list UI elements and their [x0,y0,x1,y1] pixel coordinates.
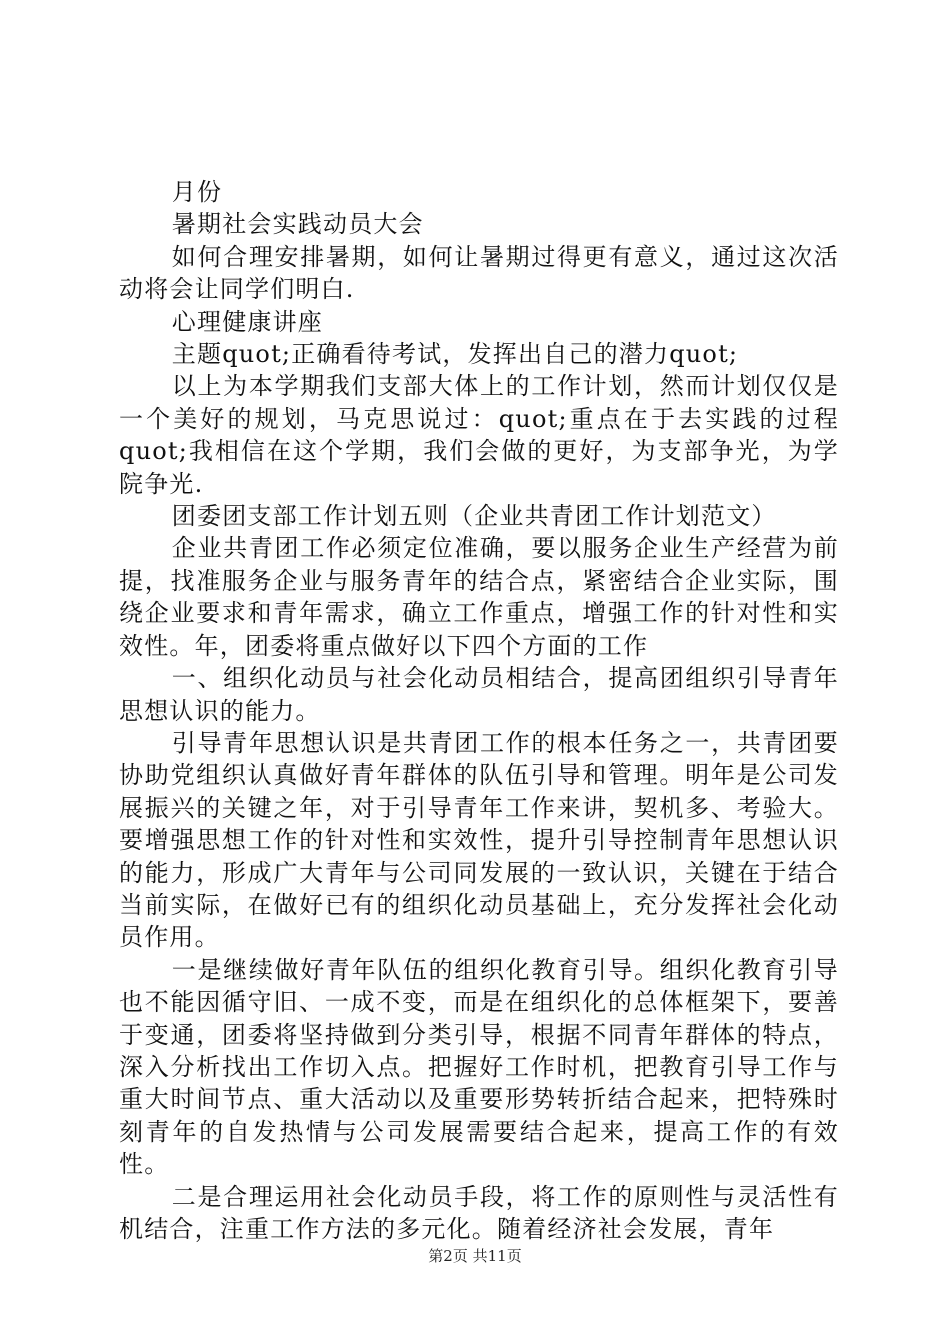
paragraph: 主题quot;正确看待考试，发挥出自己的潜力quot; [171,340,739,369]
paragraph: 二是合理运用社会化动员手段，将工作的原则性与灵活性有机结合，注重工作方法的多元化。随着经济社会发展，青年 [119,1182,839,1243]
paragraph: 一、组织化动员与社会化动员相结合，提高团组织引导青年思想认识的能力。 [119,664,839,725]
section-title: 团委团支部工作计划五则（企业共青团工作计划范文） [171,502,777,531]
paragraph: 暑期社会实践动员大会 [171,210,424,239]
paragraph: 以上为本学期我们支部大体上的工作计划，然而计划仅仅是一个美好的规划，马克思说过：quot;重点在于去实践的过程quot;我相信在这个学期，我们会做的更好，为支部争光，为学院争光. [119,372,839,498]
document-body [119,176,839,1245]
page-number: 第2页 共11页 [428,1247,522,1265]
paragraph: 月份 [171,178,223,206]
paragraph: 心理健康讲座 [171,307,323,336]
paragraph: 如何合理安排暑期，如何让暑期过得更有意义，通过这次活动将会让同学们明白. [119,242,839,304]
paragraph: 一是继续做好青年队伍的组织化教育引导。组织化教育引导也不能因循守旧、一成不变，而是在组织化的总体框架下，要善于变通，团委将坚持做到分类引导，根据不同青年群体的特点，深入分析找出工作切入点。把握好工作时机，把教育引导工作与重大时间节点、重大活动以及重要形势转折结合起来，把特殊时刻青年的自发热情与公司发展需要结合起来，提高工作的有效性。 [119,955,839,1179]
paragraph: 企业共青团工作必须定位准确，要以服务企业生产经营为前提，找准服务企业与服务青年的结合点，紧密结合企业实际，围绕企业要求和青年需求，确立工作重点，增强工作的针对性和实效性。年，团委将重点做好以下四个方面的工作 [119,534,839,660]
paragraph: 引导青年思想认识是共青团工作的根本任务之一，共青团要协助党组织认真做好青年群体的队伍引导和管理。明年是公司发展振兴的关键之年，对于引导青年工作来讲，契机多、考验大。要增强思想工作的针对性和实效性，提升引导控制青年思想认识的能力，形成广大青年与公司同发展的一致认识，关键在于结合当前实际，在做好已有的组织化动员基础上，充分发挥社会化动员作用。 [119,728,839,952]
